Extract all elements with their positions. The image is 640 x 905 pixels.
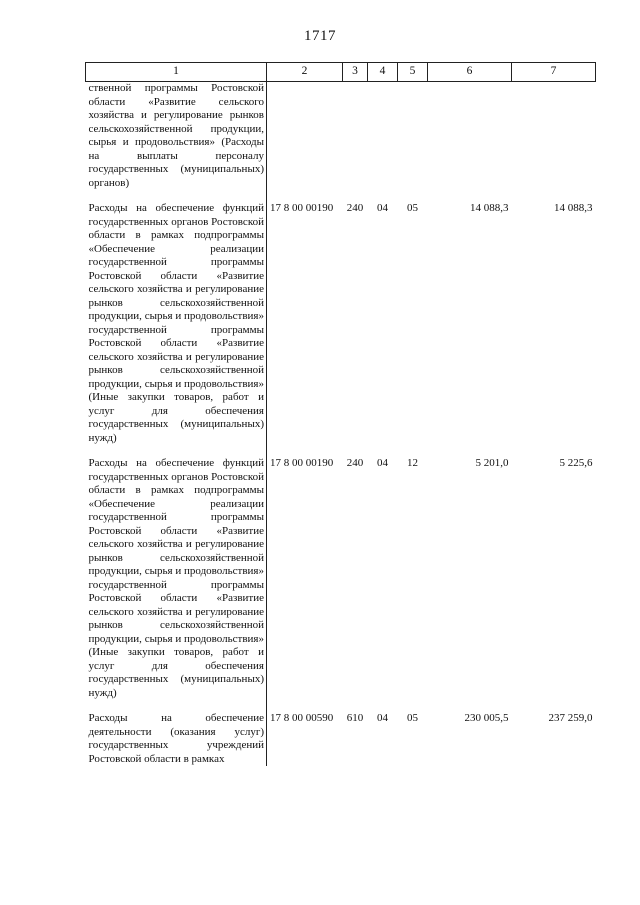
column-header-5: 5 <box>398 63 428 82</box>
amount-column-6: 14 088,3 <box>470 202 509 214</box>
budget-table <box>85 62 596 766</box>
table-row <box>86 445 596 700</box>
amount-column-6 <box>428 82 512 191</box>
amount-column-6: 5 201,0 <box>475 457 509 469</box>
row-description: Расходы на обеспечение деятельности (оказания услуг) государственных учреждений Ростовской области в рамках <box>86 700 267 766</box>
section-code <box>368 82 398 191</box>
column-header-3: 3 <box>343 63 368 82</box>
header-row <box>86 63 596 82</box>
subsection-code <box>398 82 428 191</box>
row-description: Расходы на обеспечение функций государственных органов Ростовской области в рамках подпрограммы «Обеспечение реализации государственной программы Ростовской области «Развитие сельского хозяйства и регулирование рынков сельскохозяйственной продукции, сырья и продовольствия» государственной программы Ростовской области «Развитие сельского хозяйства и регулирование рынков сельскохозяйственной продукции, сырья и продовольствия» (Иные закупки товаров, работ и услуг для обеспечения государственных (муниципальных) нужд) <box>86 190 267 445</box>
subsection-code: 05 <box>407 202 418 214</box>
column-header-2: 2 <box>267 63 343 82</box>
section-code: 04 <box>377 457 388 469</box>
expense-type-code: 240 <box>346 457 364 469</box>
table-row <box>86 190 596 445</box>
subsection-code: 05 <box>407 712 418 724</box>
amount-column-7: 14 088,3 <box>554 202 593 214</box>
target-article-code: 17 8 00 00190 <box>270 202 334 214</box>
column-header-7: 7 <box>512 63 596 82</box>
expense-type-code: 240 <box>346 202 364 214</box>
row-description: Расходы на обеспечение функций государственных органов Ростовской области в рамках подпрограммы «Обеспечение реализации государственной программы Ростовской области «Развитие сельского хозяйства и регулирование рынков сельскохозяйственной продукции, сырья и продовольствия» государственной программы Ростовской области «Развитие сельского хозяйства и регулирование рынков сельскохозяйственной продукции, сырья и продовольствия» (Иные закупки товаров, работ и услуг для обеспечения государственных (муниципальных) нужд) <box>86 445 267 700</box>
column-header-1: 1 <box>86 63 267 82</box>
amount-column-7: 237 259,0 <box>548 712 593 724</box>
table-row <box>86 700 596 766</box>
column-header-6: 6 <box>428 63 512 82</box>
row-description: ственной программы Ростовской области «Развитие сельского хозяйства и регулирование рынков сельскохозяйственной продукции, сырья и продовольствия» (Расходы на выплаты персоналу государственных (муниципальных) органов) <box>86 82 267 191</box>
target-article-code <box>267 82 343 191</box>
column-header-4: 4 <box>368 63 398 82</box>
table-row <box>86 82 596 191</box>
section-code: 04 <box>377 202 388 214</box>
target-article-code: 17 8 00 00190 <box>270 457 334 469</box>
amount-column-6: 230 005,5 <box>464 712 509 724</box>
amount-column-7: 5 225,6 <box>559 457 593 469</box>
subsection-code: 12 <box>407 457 418 469</box>
amount-column-7 <box>512 82 596 191</box>
page-number: 1717 <box>304 28 336 44</box>
section-code: 04 <box>377 712 388 724</box>
target-article-code: 17 8 00 00590 <box>270 712 334 724</box>
expense-type-code: 610 <box>346 712 364 724</box>
expense-type-code <box>343 82 368 191</box>
